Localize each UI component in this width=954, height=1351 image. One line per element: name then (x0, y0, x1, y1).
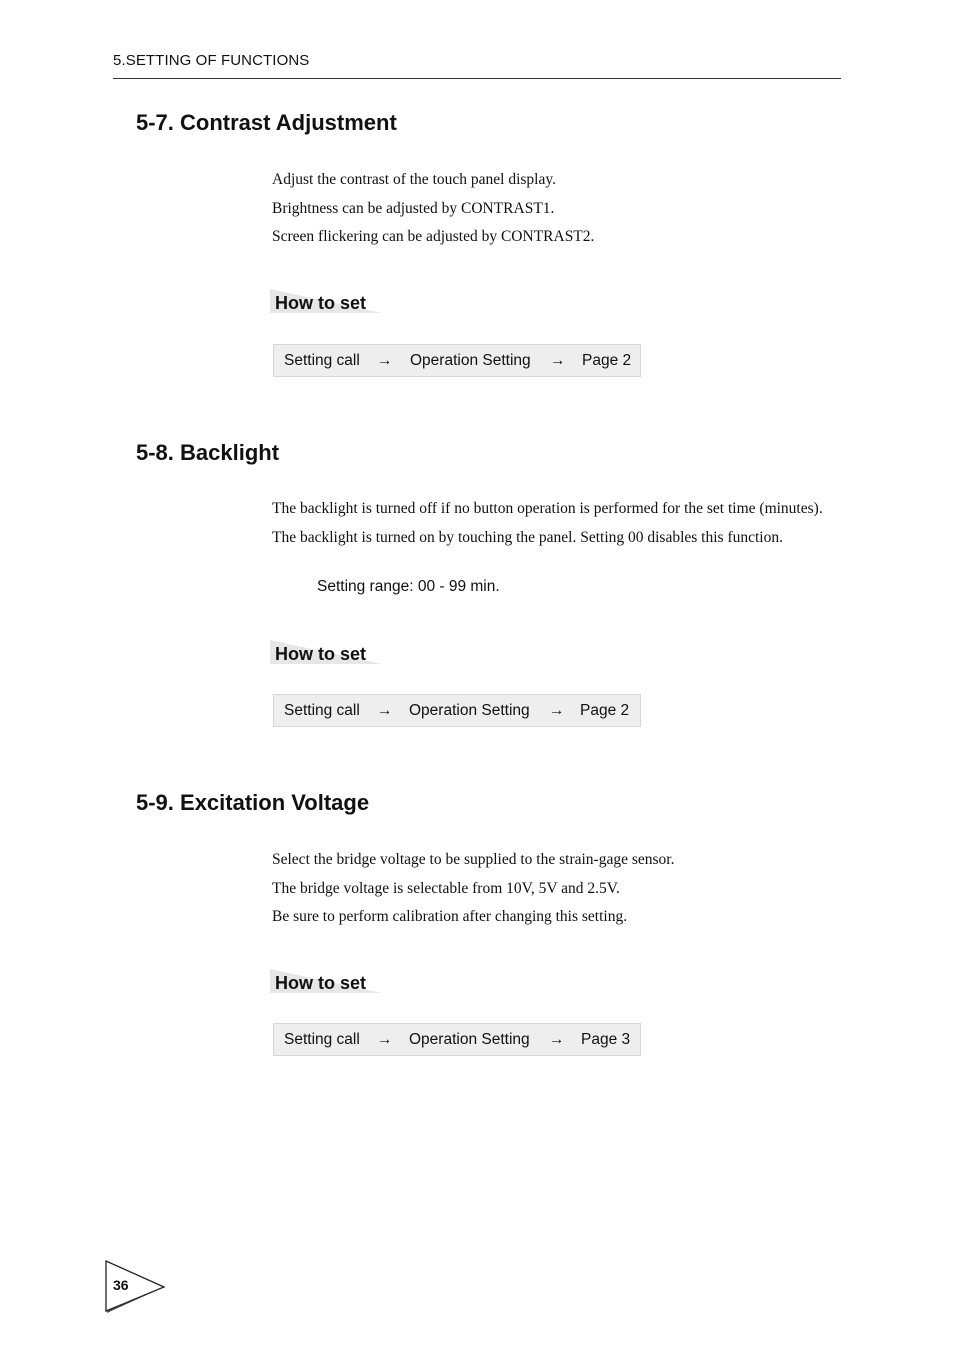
path-step-page: Page 2 (580, 702, 630, 719)
settings-path-contrast (273, 344, 641, 377)
page-number: 36 (113, 1277, 129, 1293)
settings-path-backlight (273, 694, 641, 727)
backlight-description (272, 495, 823, 552)
section-title-contrast: 5-7. Contrast Adjustment (136, 110, 397, 135)
paragraph: The backlight is turned on by touching the panel. Setting 00 disables this function. (272, 528, 783, 546)
settings-path-excitation (273, 1023, 641, 1056)
section-title-excitation-voltage: 5-9. Excitation Voltage (136, 790, 370, 815)
path-step-setting-call: Setting call (284, 702, 360, 719)
arrow-icon: → (377, 1031, 393, 1048)
arrow-icon: → (550, 352, 566, 369)
path-step-setting-call: Setting call (284, 1031, 360, 1048)
paragraph: Adjust the contrast of the touch panel display. (272, 171, 556, 188)
arrow-icon: → (377, 352, 393, 369)
contrast-description (272, 166, 594, 252)
paragraph: Select the bridge voltage to be supplied to the strain-gage sensor. (272, 851, 675, 868)
page-number-badge (104, 1260, 168, 1316)
howto-label: How to set (275, 293, 367, 313)
path-step-operation-setting: Operation Setting (410, 352, 531, 369)
paragraph: Brightness can be adjusted by CONTRAST1. (272, 199, 555, 217)
running-header: 5.SETTING OF FUNCTIONS (113, 52, 841, 79)
paragraph: The bridge voltage is selectable from 10V, 5V and 2.5V. (272, 879, 620, 897)
section-title-backlight: 5-8. Backlight (136, 440, 280, 465)
path-step-operation-setting: Operation Setting (409, 1031, 530, 1048)
excitation-description (272, 846, 674, 932)
path-step-setting-call: Setting call (284, 352, 360, 369)
arrow-icon: → (549, 702, 565, 719)
howto-heading-contrast (270, 289, 366, 313)
arrow-icon: → (377, 702, 393, 719)
arrow-icon: → (549, 1031, 565, 1048)
paragraph: Be sure to perform calibration after changing this setting. (272, 908, 628, 925)
paragraph: Screen flickering can be adjusted by CONTRAST2. (272, 228, 595, 245)
path-step-page: Page 2 (582, 352, 632, 369)
howto-label: How to set (275, 644, 367, 664)
howto-heading-backlight (270, 640, 366, 664)
path-step-operation-setting: Operation Setting (409, 702, 530, 719)
howto-heading-excitation (270, 969, 366, 993)
path-step-page: Page 3 (581, 1031, 631, 1048)
setting-range: Setting range: 00 - 99 min. (317, 578, 500, 595)
howto-label: How to set (275, 973, 367, 993)
paragraph: The backlight is turned off if no button operation is performed for the set time (minutes). (272, 500, 823, 517)
